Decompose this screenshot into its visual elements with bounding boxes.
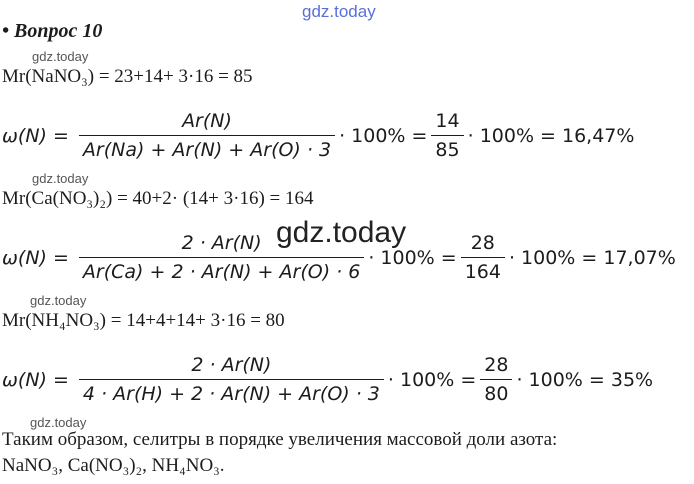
fraction-numerator: 28 <box>484 354 509 376</box>
watermark-large: gdz.today <box>276 216 407 249</box>
conclusion-line-1: Таким образом, селитры в порядке увеличения массовой доли азота: <box>2 429 558 450</box>
mass-fraction-equation <box>2 110 634 161</box>
molar-mass-line: Mr(Ca(NO₃)₂) = 40+2· (14+ 3·16) = 164 <box>2 188 314 209</box>
conclusion-line-2: NaNO₃, Ca(NO₃)₂, NH₄NO₃. <box>2 455 225 476</box>
fraction-numerator: 2 · Ar(N) <box>181 232 262 254</box>
watermark-small: gdz.today <box>30 293 87 308</box>
watermark-small: gdz.today <box>32 171 89 186</box>
question-title: • Вопрос 10 <box>2 20 103 42</box>
fraction-denominator: 4 · Ar(H) + 2 · Ar(N) + Ar(O) · 3 <box>79 379 384 405</box>
fraction-denominator: 164 <box>461 257 505 283</box>
mass-fraction-equation <box>2 354 653 405</box>
numeric-fraction <box>461 232 505 283</box>
molar-mass-line: Mr(NaNO₃) = 23+14+ 3·16 = 85 <box>2 66 253 87</box>
multiplier: · 100% = <box>368 246 457 269</box>
equation-lhs: ω(N) = <box>2 368 69 391</box>
fraction-numerator: 14 <box>435 110 460 132</box>
fraction <box>79 354 384 405</box>
watermark-small: gdz.today <box>30 415 87 430</box>
numeric-fraction <box>431 110 463 161</box>
fraction <box>79 232 364 283</box>
multiplier: · 100% = <box>339 124 428 147</box>
result: · 100% = 17,07% <box>508 246 676 269</box>
fraction-denominator: 80 <box>480 379 512 405</box>
watermark-top: gdz.today <box>302 2 376 21</box>
numeric-fraction <box>480 354 512 405</box>
multiplier: · 100% = <box>387 368 477 391</box>
fraction-denominator: 85 <box>431 135 463 161</box>
fraction-numerator: Ar(N) <box>182 110 232 132</box>
equation-lhs: ω(N) = <box>2 246 69 269</box>
watermark-small: gdz.today <box>32 49 89 64</box>
fraction <box>79 110 335 161</box>
result: · 100% = 35% <box>516 368 654 391</box>
equation-lhs: ω(N) = <box>2 124 69 147</box>
fraction-numerator: 28 <box>470 232 495 254</box>
molar-mass-line: Mr(NH₄NO₃) = 14+4+14+ 3·16 = 80 <box>2 310 285 331</box>
fraction-denominator: Ar(Ca) + 2 · Ar(N) + Ar(O) · 6 <box>79 257 364 283</box>
mass-fraction-equation <box>2 232 676 283</box>
result: · 100% = 16,47% <box>467 124 635 147</box>
fraction-denominator: Ar(Na) + Ar(N) + Ar(O) · 3 <box>79 135 335 161</box>
fraction-numerator: 2 · Ar(N) <box>191 354 272 376</box>
